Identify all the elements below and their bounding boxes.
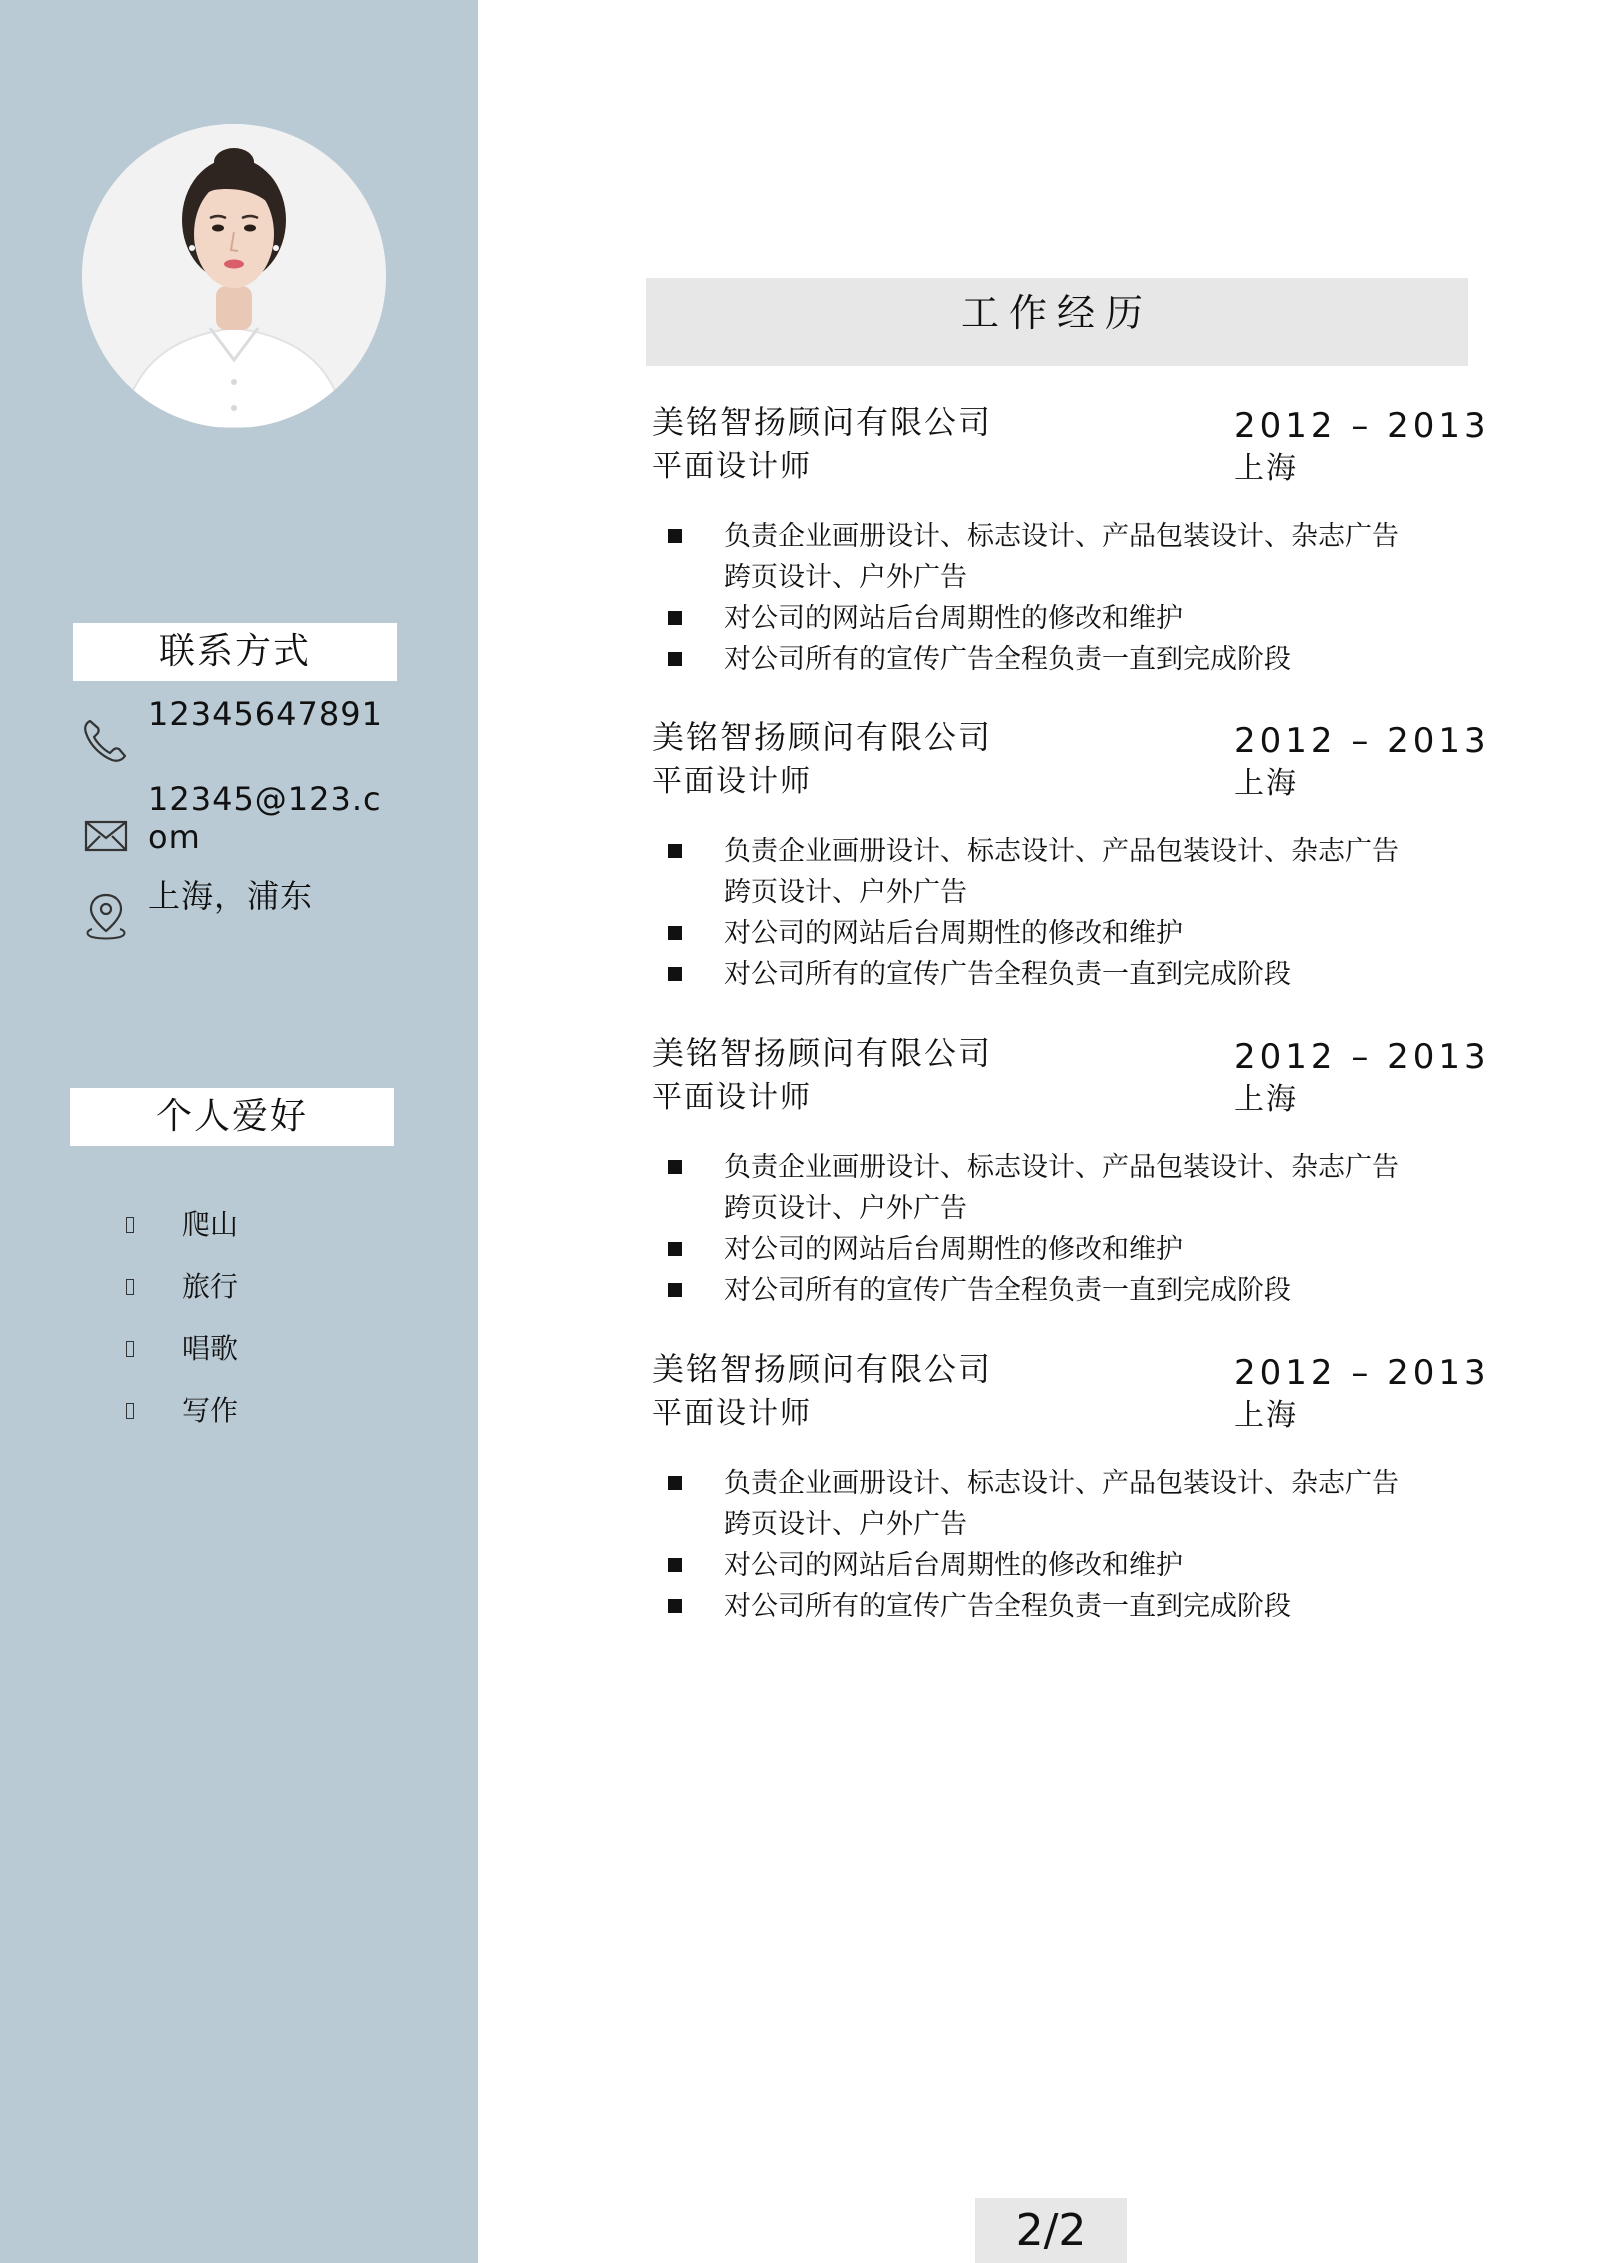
job-entry: [652, 717, 1490, 1017]
duty-item: [668, 1229, 1448, 1270]
duty-list: [668, 516, 1448, 680]
square-bullet-icon: [668, 1242, 682, 1256]
company-name: 美铭智扬顾问有限公司: [652, 1034, 993, 1072]
square-bullet-icon: [668, 1476, 682, 1490]
square-bullet-icon: [668, 926, 682, 940]
square-bullet-icon: [668, 1283, 682, 1297]
job-period: 2012 – 2013: [1234, 1037, 1490, 1077]
phone-number: 12345647891: [148, 695, 383, 733]
duty-item: [668, 1463, 1448, 1545]
page-number: 2/2: [975, 2198, 1127, 2263]
company-name: 美铭智扬顾问有限公司: [652, 718, 993, 756]
duty-list: [668, 1147, 1448, 1311]
job-city: 上海: [1234, 1398, 1298, 1433]
hobby-bullet-icon: [126, 1279, 134, 1295]
hobby-label: 爬山: [182, 1208, 239, 1241]
duty-text: 负责企业画册设计、标志设计、产品包装设计、杂志广告跨页设计、户外广告: [724, 1152, 1399, 1224]
hobbies-section-title: 个人爱好: [70, 1088, 394, 1146]
duty-item: [668, 913, 1448, 954]
job-period: 2012 – 2013: [1234, 1353, 1490, 1393]
duty-text: 对公司的网站后台周期性的修改和维护: [724, 1550, 1183, 1581]
square-bullet-icon: [668, 844, 682, 858]
contact-section-title: 联系方式: [73, 623, 397, 681]
duty-item: [668, 639, 1448, 680]
square-bullet-icon: [668, 652, 682, 666]
square-bullet-icon: [668, 529, 682, 543]
duty-text: 对公司的网站后台周期性的修改和维护: [724, 1234, 1183, 1265]
location-text: 上海，浦东: [148, 877, 314, 915]
duty-item: [668, 516, 1448, 598]
profile-photo: [82, 124, 386, 428]
job-city: 上海: [1234, 451, 1298, 486]
portrait-illustration: [82, 124, 386, 428]
work-experience-title: 工作经历: [646, 278, 1468, 366]
duty-item: [668, 954, 1448, 995]
company-name: 美铭智扬顾问有限公司: [652, 403, 993, 441]
duty-text: 对公司的网站后台周期性的修改和维护: [724, 918, 1183, 949]
job-entry: [652, 402, 1490, 702]
job-title: 平面设计师: [652, 764, 812, 799]
job-city: 上海: [1234, 766, 1298, 801]
phone-icon: [78, 713, 134, 769]
job-entry: [652, 1349, 1490, 1649]
duty-text: 负责企业画册设计、标志设计、产品包装设计、杂志广告跨页设计、户外广告: [724, 836, 1399, 908]
square-bullet-icon: [668, 967, 682, 981]
job-title: 平面设计师: [652, 449, 812, 484]
duty-item: [668, 1147, 1448, 1229]
duty-text: 对公司所有的宣传广告全程负责一直到完成阶段: [724, 644, 1291, 675]
company-name: 美铭智扬顾问有限公司: [652, 1350, 993, 1388]
duty-item: [668, 831, 1448, 913]
hobby-bullet-icon: [126, 1341, 134, 1357]
square-bullet-icon: [668, 1160, 682, 1174]
hobby-bullet-icon: [126, 1217, 134, 1233]
duty-text: 对公司所有的宣传广告全程负责一直到完成阶段: [724, 1275, 1291, 1306]
duty-text: 对公司所有的宣传广告全程负责一直到完成阶段: [724, 959, 1291, 990]
hobby-label: 旅行: [182, 1270, 239, 1303]
duty-text: 负责企业画册设计、标志设计、产品包装设计、杂志广告跨页设计、户外广告: [724, 521, 1399, 593]
job-period: 2012 – 2013: [1234, 721, 1490, 761]
location-pin-icon: [78, 887, 134, 943]
duty-text: 对公司所有的宣传广告全程负责一直到完成阶段: [724, 1591, 1291, 1622]
job-title: 平面设计师: [652, 1396, 812, 1431]
hobby-bullet-icon: [126, 1403, 134, 1419]
duty-text: 对公司的网站后台周期性的修改和维护: [724, 603, 1183, 634]
duty-list: [668, 1463, 1448, 1627]
job-title: 平面设计师: [652, 1080, 812, 1115]
mail-icon: [78, 808, 134, 864]
duty-item: [668, 1586, 1448, 1627]
job-city: 上海: [1234, 1082, 1298, 1117]
job-period: 2012 – 2013: [1234, 406, 1490, 446]
duty-item: [668, 1270, 1448, 1311]
duty-item: [668, 1545, 1448, 1586]
square-bullet-icon: [668, 1558, 682, 1572]
hobby-label: 写作: [182, 1394, 239, 1427]
hobby-label: 唱歌: [182, 1332, 239, 1365]
duty-item: [668, 598, 1448, 639]
sidebar: [0, 0, 478, 2263]
email-address: 12345@123.com: [148, 780, 382, 856]
job-entry: [652, 1033, 1490, 1333]
square-bullet-icon: [668, 611, 682, 625]
duty-text: 负责企业画册设计、标志设计、产品包装设计、杂志广告跨页设计、户外广告: [724, 1468, 1399, 1540]
duty-list: [668, 831, 1448, 995]
square-bullet-icon: [668, 1599, 682, 1613]
